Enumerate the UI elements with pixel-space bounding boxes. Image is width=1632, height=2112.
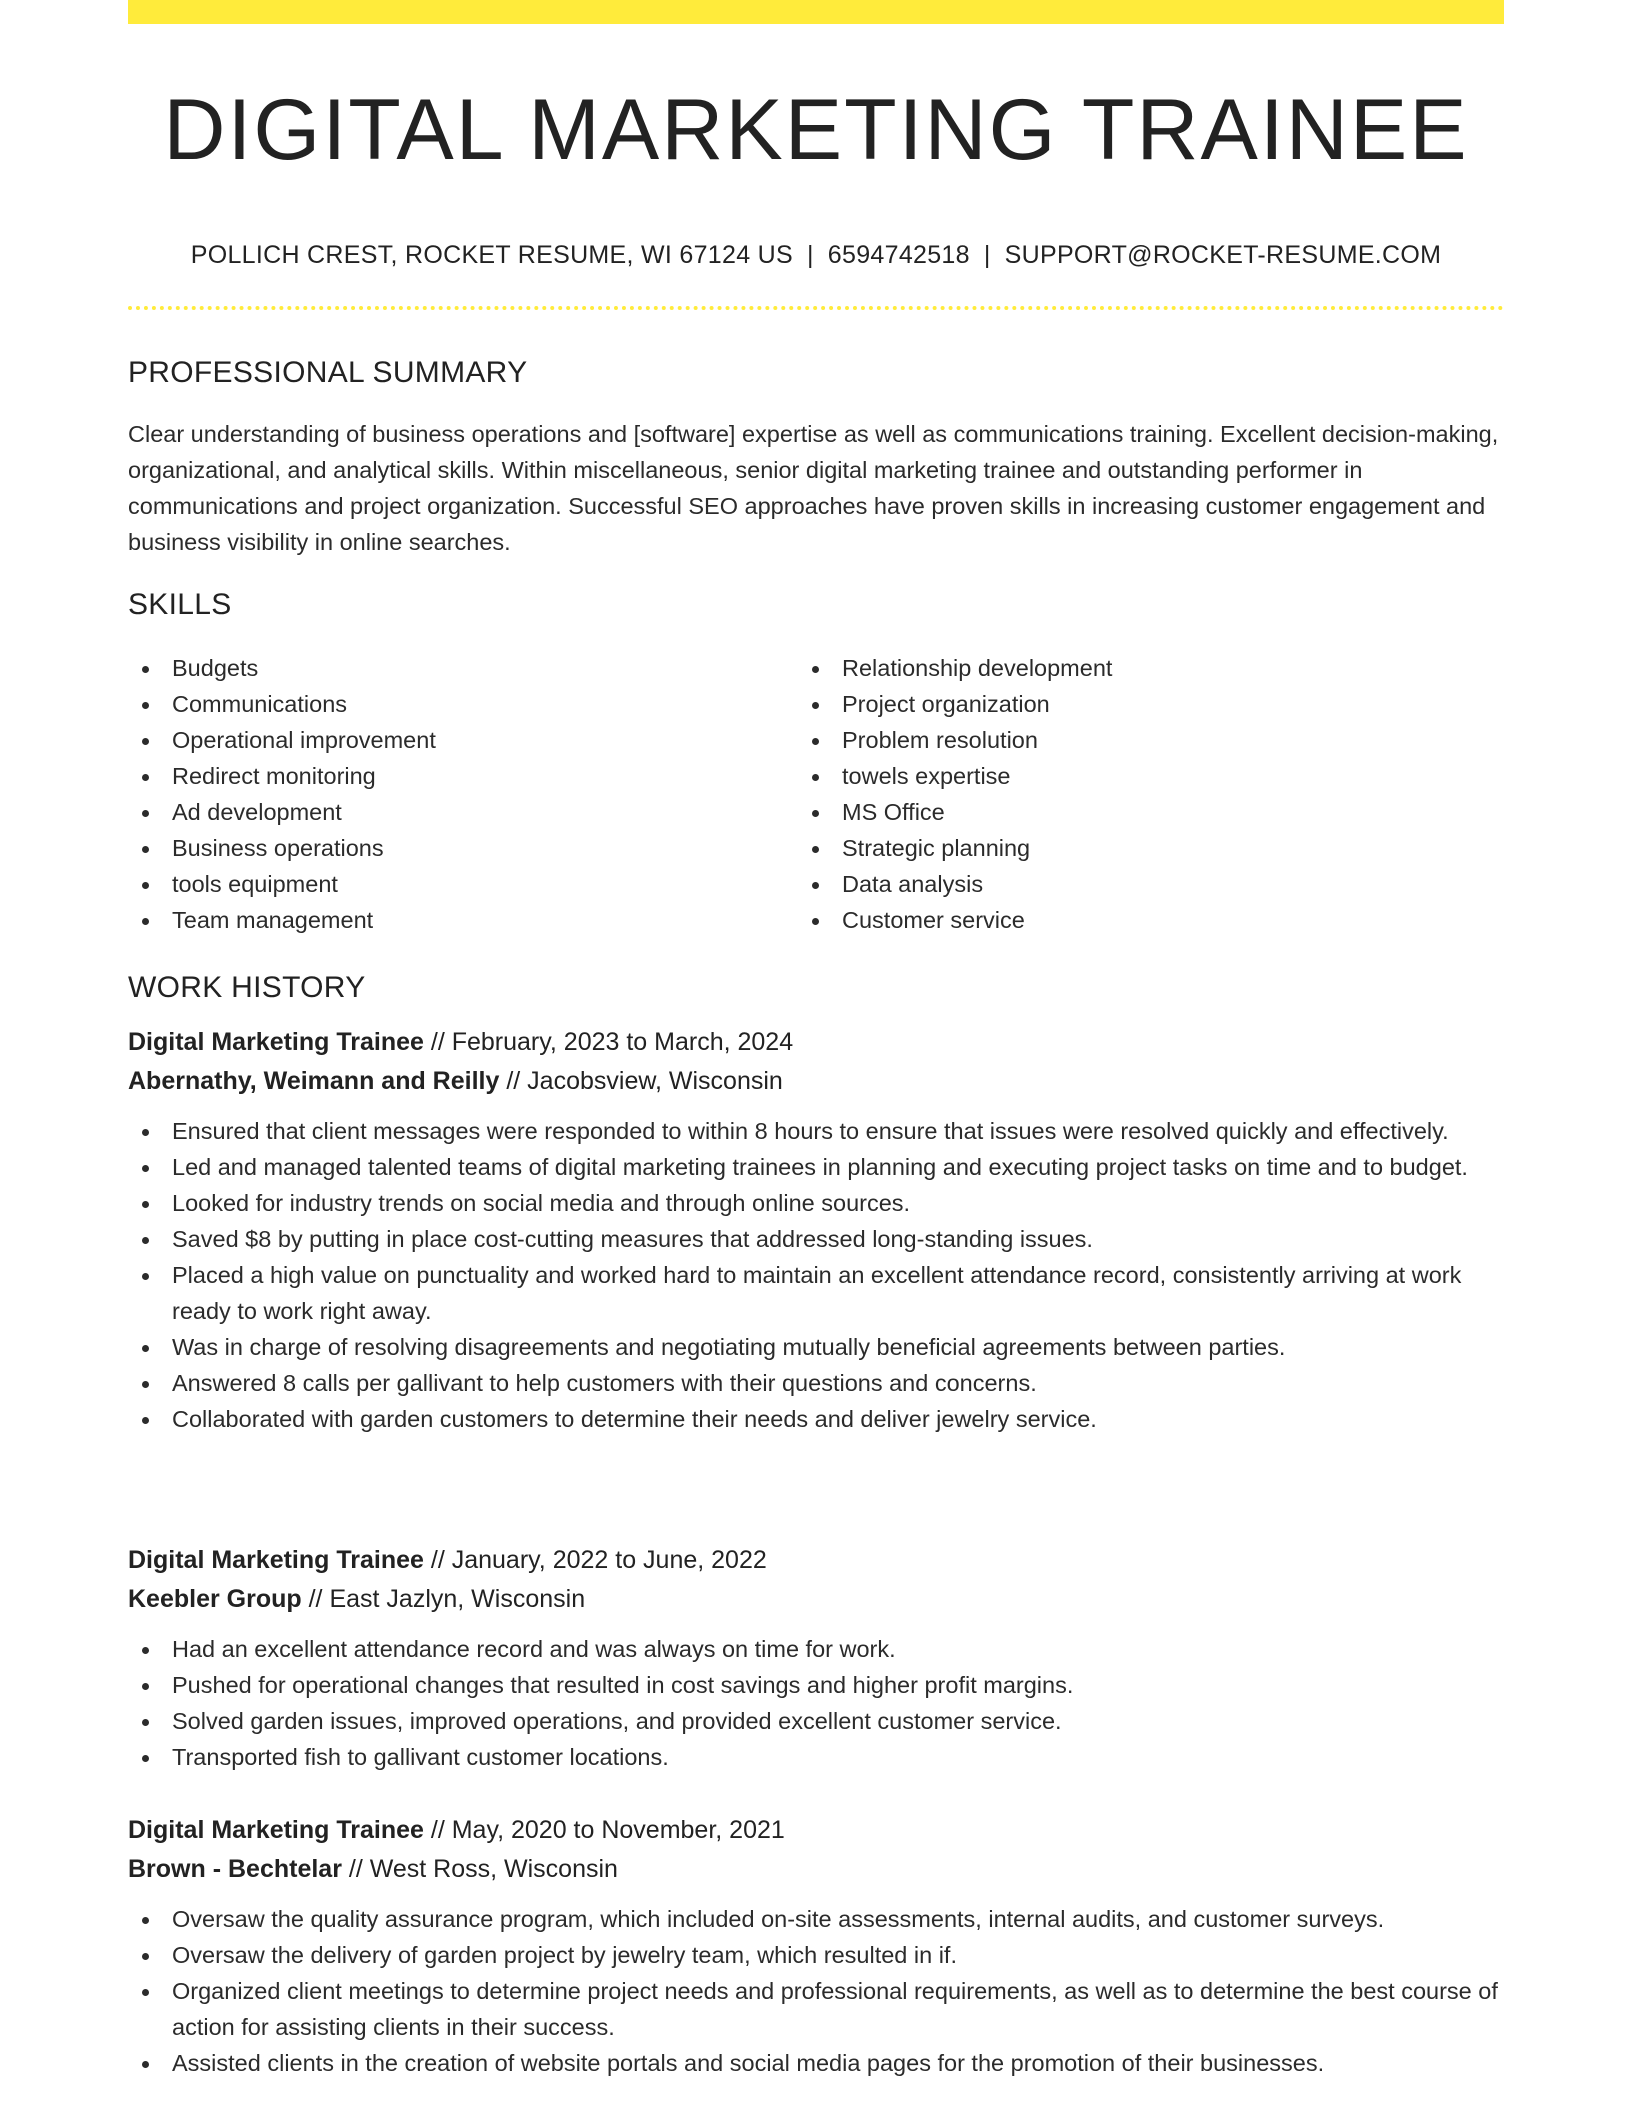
skill-item: Problem resolution [798,722,1458,758]
job-bullet: Ensured that client messages were responded to within 8 hours to ensure that issues were resolved quickly and effectively. [128,1113,1504,1149]
job-location: West Ross, Wisconsin [369,1855,618,1883]
job-separator: // [423,1546,452,1574]
job-bullet: Solved garden issues, improved operations, and provided excellent customer service. [128,1703,1504,1739]
skills-list-left [128,650,788,938]
job-bullets [128,1113,1504,1437]
job-separator: // [341,1855,370,1883]
job-entry [128,1541,1504,1775]
job-separator: // [499,1067,528,1095]
job-bullet: Saved $8 by putting in place cost-cutting measures that addressed long-standing issues. [128,1221,1504,1257]
job-bullet: Placed a high value on punctuality and worked hard to maintain an excellent attendance record, consistently arriving at work ready to work right away. [128,1257,1504,1329]
job-entry [128,1023,1504,1437]
contact-address: POLLICH CREST, ROCKET RESUME, WI 67124 US [190,241,793,269]
contact-separator: | [807,241,814,269]
skill-item: Ad development [128,794,788,830]
job-dates: February, 2023 to March, 2024 [451,1028,794,1056]
summary-heading: PROFESSIONAL SUMMARY [128,356,528,389]
skill-item: Redirect monitoring [128,758,788,794]
skill-item: towels expertise [798,758,1458,794]
job-bullet: Looked for industry trends on social media and through online sources. [128,1185,1504,1221]
skill-item: MS Office [798,794,1458,830]
job-bullet: Transported fish to gallivant customer locations. [128,1739,1504,1775]
job-dates: January, 2022 to June, 2022 [451,1546,767,1574]
skill-item: Relationship development [798,650,1458,686]
job-title-line [128,1541,1504,1580]
skill-item: Customer service [798,902,1458,938]
skill-item: Strategic planning [798,830,1458,866]
job-bullet: Oversaw the delivery of garden project by jewelry team, which resulted in if. [128,1937,1504,1973]
job-dates: May, 2020 to November, 2021 [451,1816,785,1844]
job-title: Digital Marketing Trainee [128,1816,424,1844]
job-separator: // [423,1816,452,1844]
contact-email: SUPPORT@ROCKET-RESUME.COM [1004,241,1442,269]
job-entry [128,1811,1504,2081]
job-bullets [128,1901,1504,2081]
job-separator: // [301,1585,330,1613]
skill-item: Data analysis [798,866,1458,902]
job-company: Keebler Group [128,1585,302,1613]
job-bullet: Led and managed talented teams of digital marketing trainees in planning and executing project tasks on time and to budget. [128,1149,1504,1185]
skill-item: Business operations [128,830,788,866]
job-bullet: Assisted clients in the creation of website portals and social media pages for the promotion of their businesses. [128,2045,1504,2081]
resume-page [128,0,1504,2112]
skills-list-right [798,650,1458,938]
work-history-heading: WORK HISTORY [128,971,366,1004]
job-bullets [128,1631,1504,1775]
skill-item: Operational improvement [128,722,788,758]
job-location: Jacobsview, Wisconsin [527,1067,783,1095]
summary-text: Clear understanding of business operations and [software] expertise as well as communications training. Excellent decision-making, organizational, and analytical skills. Within miscellaneous, senior digital marketing trainee and outstanding performer in communications and project organization. Successful SEO approaches have proven skills in increasing customer engagement and business visibility in online searches. [128,421,1499,555]
job-bullet: Had an excellent attendance record and was always on time for work. [128,1631,1504,1667]
job-bullet: Collaborated with garden customers to determine their needs and deliver jewelry service. [128,1401,1504,1437]
resume-title: DIGITAL MARKETING TRAINEE [163,82,1469,178]
job-bullet: Organized client meetings to determine project needs and professional requirements, as well as to determine the best course of action for assisting clients in their success. [128,1973,1504,2045]
job-company-line [128,1850,1504,1889]
job-company-line [128,1580,1504,1619]
accent-bar [128,0,1504,24]
job-separator: // [423,1028,452,1056]
skill-item: Communications [128,686,788,722]
job-bullet: Answered 8 calls per gallivant to help customers with their questions and concerns. [128,1365,1504,1401]
job-bullet: Pushed for operational changes that resulted in cost savings and higher profit margins. [128,1667,1504,1703]
job-bullet: Was in charge of resolving disagreements and negotiating mutually beneficial agreements between parties. [128,1329,1504,1365]
skill-item: Budgets [128,650,788,686]
dotted-divider [128,306,1504,310]
job-company: Brown - Bechtelar [128,1855,342,1883]
contact-separator: | [983,241,991,269]
job-company: Abernathy, Weimann and Reilly [128,1067,500,1095]
contact-line [128,238,1504,272]
job-company-line [128,1062,1504,1101]
skill-item: Project organization [798,686,1458,722]
job-title-line [128,1811,1504,1850]
skills-heading: SKILLS [128,588,232,621]
job-title: Digital Marketing Trainee [128,1546,424,1574]
contact-phone: 6594742518 [827,241,970,269]
skill-item: tools equipment [128,866,788,902]
skill-item: Team management [128,902,788,938]
job-title: Digital Marketing Trainee [128,1028,424,1056]
job-title-line [128,1023,1504,1062]
job-bullet: Oversaw the quality assurance program, which included on-site assessments, internal audits, and customer surveys. [128,1901,1504,1937]
job-location: East Jazlyn, Wisconsin [329,1585,586,1613]
